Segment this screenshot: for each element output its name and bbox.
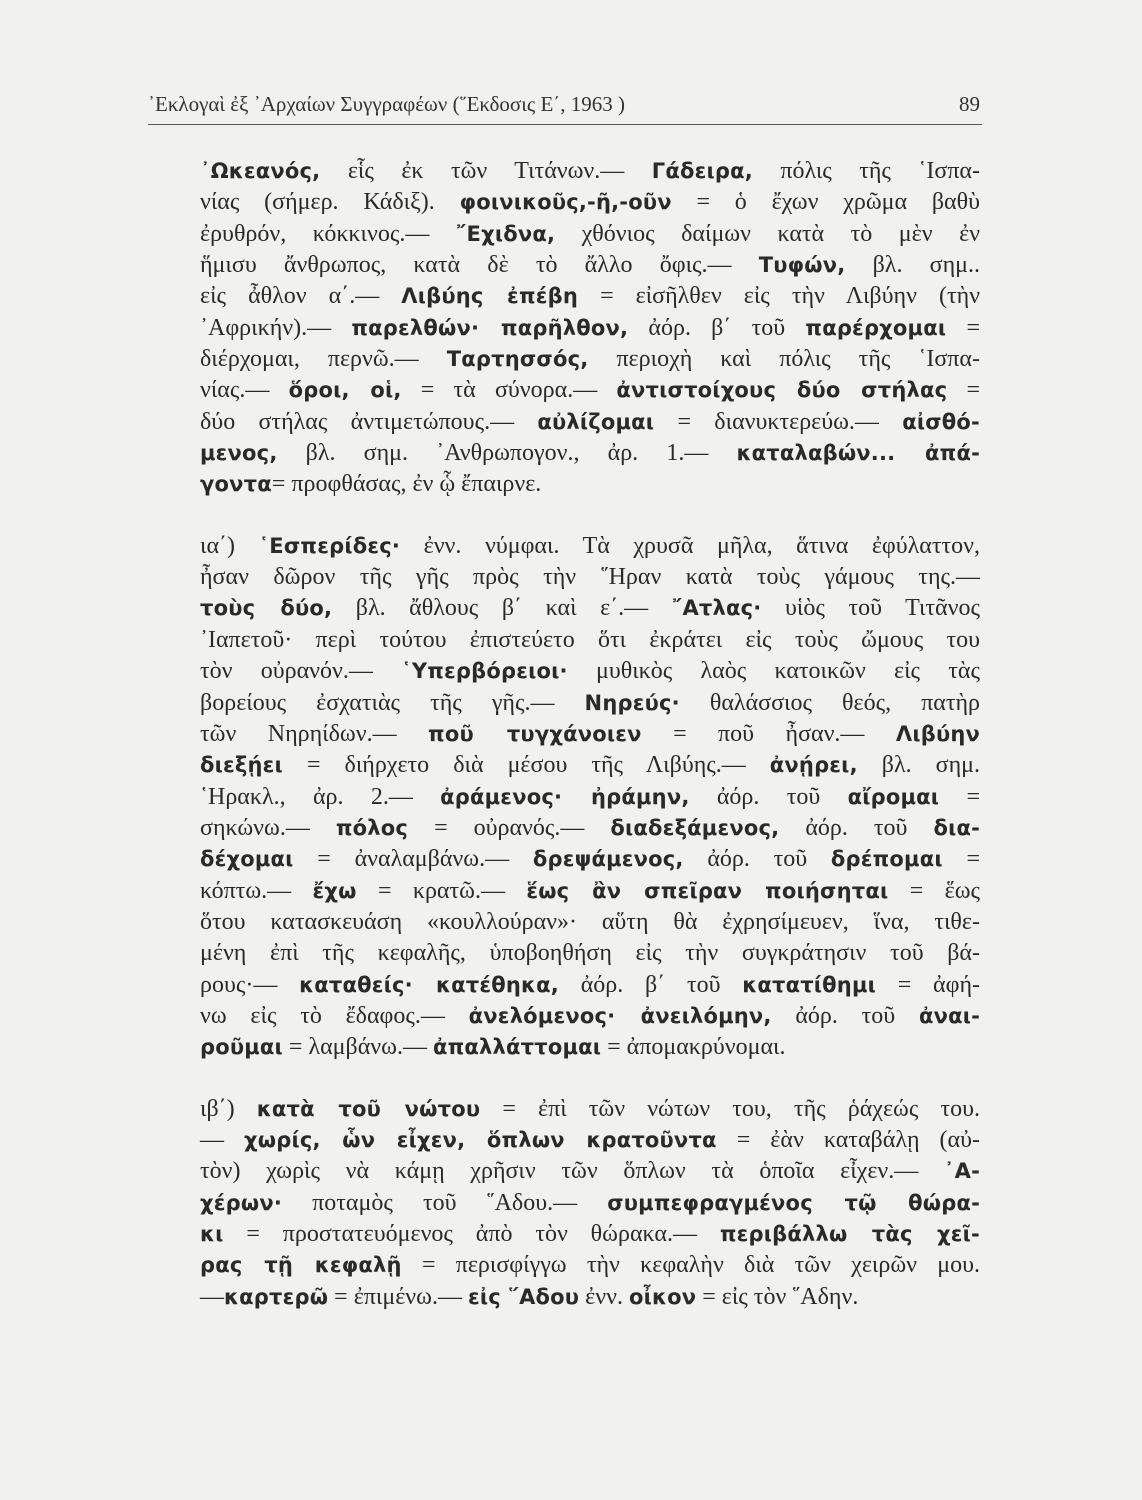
headword: ρας τῇ κεφαλῇ xyxy=(200,1253,402,1278)
gloss-text: = ἕως xyxy=(888,877,981,904)
paragraph xyxy=(200,156,980,501)
gloss-text: = xyxy=(939,783,981,810)
gloss-text: ἦσαν δῶρον τῆς γῆς πρὸς τὴν ῞Ηραν κατὰ τοὺς γάμους της.— xyxy=(200,564,980,591)
headword: Λιβύην xyxy=(895,721,980,746)
text-line xyxy=(200,688,980,719)
paragraph-gap xyxy=(200,501,980,531)
headword: ῾Εσπερίδες· xyxy=(258,533,401,558)
text-line xyxy=(200,219,980,250)
gloss-text: υἱὸς τοῦ Τιτᾶνος xyxy=(761,595,980,622)
headword: ἀναι- xyxy=(918,1003,981,1028)
gloss-text: ια΄) xyxy=(200,532,259,559)
text-line xyxy=(200,1188,980,1219)
headword: διεξῄει xyxy=(200,753,283,778)
headword: παρέρχομαι xyxy=(805,315,947,340)
headword: ἕως ἂν σπεῖραν ποιήσηται xyxy=(526,878,889,903)
text-line xyxy=(200,1250,980,1281)
paragraph xyxy=(200,1094,980,1313)
text-line xyxy=(200,313,980,344)
gloss-text: ἀόρ. β΄ τοῦ xyxy=(628,314,806,341)
text-line xyxy=(200,250,980,281)
text-line xyxy=(200,876,980,907)
headword: ἀνελόμενος· ἀνειλόμην, xyxy=(468,1003,772,1028)
gloss-text: ἥμισυ ἄνθρωπος, κατὰ δὲ τὸ ἄλλο ὄφις.— xyxy=(200,252,759,279)
headword: ποῦ τυγχάνοιεν xyxy=(428,721,642,746)
gloss-text: βλ. σημ. xyxy=(857,752,980,779)
text-line xyxy=(200,625,980,656)
glossary-text xyxy=(200,156,980,1313)
gloss-text: χθόνιος δαίμων κατὰ τὸ μὲν ἐν xyxy=(555,220,980,247)
gloss-text: ἀόρ. τοῦ xyxy=(779,814,934,841)
gloss-text: βορείους ἐσχατιὰς τῆς γῆς.— xyxy=(200,689,585,716)
gloss-text: = xyxy=(947,377,980,404)
gloss-text: νίας.— xyxy=(200,377,289,404)
gloss-text: δύο στήλας ἀντιμετώπους.— xyxy=(200,408,538,435)
headword: Γάδειρα, xyxy=(651,159,753,183)
headword: χωρίς, ὧν εἶχεν, ὅπλων κρατοῦντα xyxy=(244,1127,717,1152)
gloss-text: = διανυκτερεύω.— xyxy=(654,408,903,435)
text-line xyxy=(200,1125,980,1156)
gloss-text: ὅτου κατασκευάση «κουλλούραν»· αὕτη θὰ ἐχρησίμευεν, ἵνα, τιθε- xyxy=(200,908,980,935)
headword: εἰς ῞Αδου xyxy=(467,1284,580,1309)
text-line xyxy=(200,938,980,969)
headword: ᾿Ωκεανός, xyxy=(200,159,321,183)
headword: κατατίθημι xyxy=(742,972,876,997)
gloss-text: = ἀναλαμβάνω.— xyxy=(293,846,533,873)
gloss-text: περιοχὴ καὶ πόλις τῆς ῾Ισπα- xyxy=(588,346,980,373)
headword: συμπεφραγμένος τῷ θώρα- xyxy=(607,1190,980,1215)
text-line xyxy=(200,750,980,781)
gloss-text: = ἐπιμένω.— xyxy=(328,1283,468,1310)
headword: ἀντιστοίχους δύο στήλας xyxy=(616,378,948,403)
headword: ἔχω xyxy=(312,878,357,903)
gloss-text: ἀόρ. τοῦ xyxy=(689,783,848,810)
headword: ῎Εχιδνα, xyxy=(455,221,556,246)
gloss-text: ἀόρ. τοῦ xyxy=(771,1002,919,1029)
gloss-text: μυθικὸς λαὸς κατοικῶν εἰς τὰς xyxy=(567,658,981,685)
text-line xyxy=(200,344,980,375)
gloss-text: = λαμβάνω.— xyxy=(282,1034,433,1061)
gloss-text: = τὰ σύνορα.— xyxy=(401,377,617,404)
gloss-text: νίας (σήμερ. Κάδιξ). xyxy=(200,189,460,216)
text-line xyxy=(200,1094,980,1125)
gloss-text: = οὐρανός.— xyxy=(408,814,611,841)
headword: καταλαβών... ἀπά- xyxy=(736,441,980,466)
headword: χέρων· xyxy=(200,1190,283,1215)
headword: Ταρτησσός, xyxy=(446,347,589,372)
gloss-text: ποταμὸς τοῦ ῞Αδου.— xyxy=(282,1189,608,1216)
paragraph xyxy=(200,531,980,1064)
headword: ὅροι, οἱ, xyxy=(288,378,402,403)
text-line xyxy=(200,407,980,438)
text-line xyxy=(200,970,980,1001)
headword: γοντα xyxy=(200,472,272,497)
gloss-text: = ἀπομακρύνομαι. xyxy=(601,1034,786,1061)
text-line xyxy=(200,1156,980,1187)
text-line xyxy=(200,593,980,624)
gloss-text: εἷς ἐκ τῶν Τιτάνων.— xyxy=(320,158,652,184)
headword: πόλος xyxy=(335,815,409,840)
headword: φοινικοῦς,-ῆ,-οῦν xyxy=(459,190,672,215)
book-title: ᾿Εκλογαὶ ἐξ ᾿Αρχαίων Συγγραφέων (῞Εκδοσις Ε΄, 1963 ) xyxy=(148,92,626,116)
gloss-text: = κρατῶ.— xyxy=(356,877,527,904)
text-line xyxy=(200,1001,980,1032)
gloss-text: = διήρχετο διὰ μέσου τῆς Λιβύης.— xyxy=(282,752,770,779)
gloss-text: = ἐπὶ τῶν νώτων του, τῆς ῥάχεώς του. xyxy=(480,1095,980,1122)
gloss-text: = xyxy=(946,314,980,341)
gloss-text: = ποῦ ἦσαν.— xyxy=(641,720,896,747)
text-line xyxy=(200,562,980,593)
gloss-text: ρους·— xyxy=(200,971,300,998)
text-line xyxy=(200,187,980,218)
gloss-text: = ἐὰν καταβάλῃ (αὐ- xyxy=(716,1126,980,1153)
gloss-text: μένη ἐπὶ τῆς κεφαλῆς, ὑποβοηθήση εἰς τὴν συγκράτησιν τοῦ βά- xyxy=(200,940,980,967)
headword: Νηρεύς· xyxy=(584,690,680,715)
gloss-text: κόπτω.— xyxy=(200,877,313,904)
gloss-text: = προφθάσας, ἐν ᾧ ἔπαιρνε. xyxy=(271,471,542,498)
headword: δια- xyxy=(933,815,980,840)
text-line xyxy=(200,438,980,469)
headword: δέχομαι xyxy=(200,847,294,872)
gloss-text: διέρχομαι, περνῶ.— xyxy=(200,346,447,373)
headword: ῾Υπερβόρειοι· xyxy=(401,659,568,684)
text-line xyxy=(200,907,980,938)
gloss-text: βλ. σημ.. xyxy=(845,252,980,279)
headword: αἰσθό- xyxy=(902,409,980,434)
gloss-text: βλ. ἄθλους β΄ καὶ ε΄.— xyxy=(332,595,672,622)
page-header xyxy=(148,92,982,125)
gloss-text: νω εἰς τὸ ἔδαφος.— xyxy=(200,1002,469,1029)
text-line xyxy=(200,844,980,875)
text-line xyxy=(200,1219,980,1250)
gloss-text: πόλις τῆς ῾Ισπα- xyxy=(752,158,980,184)
gloss-text: ιβ΄) xyxy=(200,1095,257,1122)
text-line xyxy=(200,813,980,844)
headword: κατὰ τοῦ νώτου xyxy=(256,1096,481,1121)
headword: Τυφών, xyxy=(758,253,846,278)
gloss-text: — xyxy=(200,1283,224,1310)
gloss-text: = εἰς τὸν ῞Αδην. xyxy=(696,1283,859,1310)
gloss-text: = περισφίγγω τὴν κεφαλὴν διὰ τῶν χειρῶν μου. xyxy=(401,1252,980,1279)
headword: περιβάλλω τὰς χεῖ- xyxy=(719,1222,980,1246)
text-line xyxy=(200,1282,980,1313)
gloss-text: ᾿Ιαπετοῦ· περὶ τούτου ἐπιστεύετο ὅτι ἐκράτει εἰς τοὺς ὤμους του xyxy=(200,626,980,653)
gloss-text: ῾Ηρακλ., ἀρ. 2.— xyxy=(200,783,441,810)
headword: τοὺς δύο, xyxy=(200,596,333,621)
headword: καρτερῶ xyxy=(224,1284,329,1309)
headword: μενος, xyxy=(200,441,278,466)
gloss-text: = εἰσῆλθεν εἰς τὴν Λιβύην (τὴν xyxy=(578,283,980,310)
paragraph-gap xyxy=(200,1064,980,1094)
text-line xyxy=(200,469,980,500)
text-line xyxy=(200,782,980,813)
gloss-text: ἀόρ. β΄ τοῦ xyxy=(558,971,743,998)
text-line xyxy=(200,375,980,406)
text-line xyxy=(200,531,980,562)
headword: ἀνῄρει, xyxy=(769,753,858,778)
headword: δρέπομαι xyxy=(830,847,943,872)
headword: ροῦμαι xyxy=(200,1035,283,1060)
headword: ῎Ατλας· xyxy=(671,596,762,621)
page-number: 89 xyxy=(959,92,980,116)
headword: Λιβύης ἐπέβη xyxy=(401,284,579,309)
gloss-text: θαλάσσιος θεός, πατὴρ xyxy=(679,689,980,716)
gloss-text: = ἀφή- xyxy=(876,971,980,998)
gloss-text: = xyxy=(942,846,981,873)
gloss-text: — xyxy=(200,1126,245,1153)
gloss-text: τὸν οὐρανόν.— xyxy=(200,658,402,685)
text-line xyxy=(200,656,980,687)
headword: καταθείς· κατέθηκα, xyxy=(299,972,559,997)
headword: παρελθών· παρῆλθον, xyxy=(351,315,629,340)
headword: ἀπαλλάττομαι xyxy=(432,1035,602,1060)
headword: ἀράμενος· ἠράμην, xyxy=(440,784,690,809)
headword: δρεψάμενος, xyxy=(532,847,684,872)
gloss-text: ἐνν. xyxy=(579,1283,629,1310)
gloss-text: = προστατευόμενος ἀπὸ τὸν θώρακα.— xyxy=(223,1221,720,1247)
text-line xyxy=(200,1032,980,1063)
gloss-text: εἰς ἆθλον α΄.— xyxy=(200,283,402,310)
text-line xyxy=(200,156,980,187)
gloss-text: ἀόρ. τοῦ xyxy=(683,846,831,873)
headword: κι xyxy=(200,1222,224,1246)
gloss-text: ἐρυθρόν, κόκκινος.— xyxy=(200,220,456,247)
headword: διαδεξάμενος, xyxy=(610,815,780,840)
text-line xyxy=(200,719,980,750)
gloss-text: ἐνν. νύμφαι. Τὰ χρυσᾶ μῆλα, ἅτινα ἐφύλαττον, xyxy=(400,532,981,559)
headword: ᾿Α- xyxy=(943,1159,980,1184)
gloss-text: τῶν Νηρηίδων.— xyxy=(200,720,429,747)
gloss-text: τὸν) χωρὶς νὰ κάμῃ χρῆσιν τῶν ὅπλων τὰ ὁποῖα εἶχεν.— xyxy=(200,1158,944,1185)
headword: οἶκον xyxy=(628,1284,697,1309)
gloss-text: σηκώνω.— xyxy=(200,814,336,841)
gloss-text: βλ. σημ. ᾿Ανθρωπογον., ἀρ. 1.— xyxy=(277,440,737,467)
headword: αὐλίζομαι xyxy=(537,409,655,434)
gloss-text: ᾿Αφρικήν).— xyxy=(200,314,352,341)
headword: αἴρομαι xyxy=(847,784,940,809)
gloss-text: = ὁ ἔχων χρῶμα βαθὺ xyxy=(671,189,980,216)
text-line xyxy=(200,281,980,312)
